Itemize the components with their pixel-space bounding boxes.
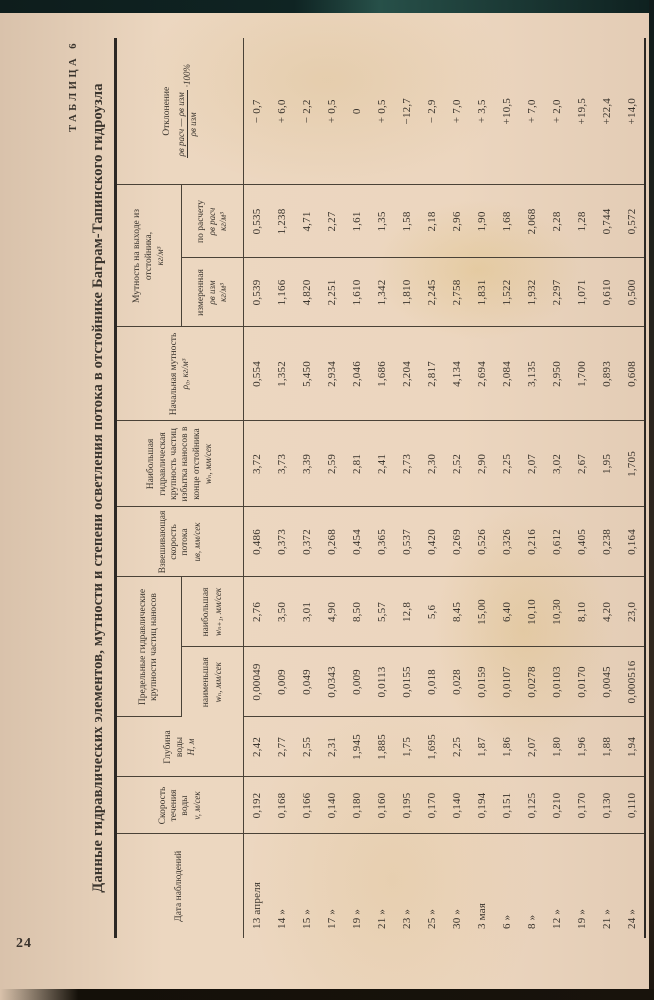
date-cell: 21 » bbox=[600, 908, 613, 929]
header-row-groups bbox=[116, 38, 182, 938]
scan-edge-bottom bbox=[0, 989, 654, 1000]
value-cell: 2,30 bbox=[419, 421, 444, 507]
value-cell: 0,526 bbox=[469, 507, 494, 577]
value-cell: + 3,5 bbox=[469, 38, 494, 185]
value-cell: 2,245 bbox=[419, 258, 444, 327]
value-cell: 1,831 bbox=[469, 258, 494, 327]
col-header-largest-size: наибольшая wₙ₊₁, мм/сек bbox=[182, 577, 244, 647]
value-cell: 0,180 bbox=[344, 777, 369, 834]
value-cell: 1,700 bbox=[569, 327, 594, 421]
value-cell: +14,0 bbox=[619, 38, 645, 185]
table-row bbox=[294, 38, 319, 938]
table-row bbox=[419, 38, 444, 938]
value-cell: 1,705 bbox=[619, 421, 645, 507]
value-cell: 3,72 bbox=[244, 421, 270, 507]
value-cell: 1,94 bbox=[619, 717, 645, 777]
value-cell: + 2,0 bbox=[544, 38, 569, 185]
value-cell: 0,372 bbox=[294, 507, 319, 577]
value-cell: −12,7 bbox=[394, 38, 419, 185]
value-cell: 2,77 bbox=[269, 717, 294, 777]
value-cell: 0,612 bbox=[544, 507, 569, 577]
date-cell: 12 » bbox=[550, 908, 563, 929]
col-group-outflow-turbidity: Мутность на выходе из отстойника, кг/м³ bbox=[116, 185, 182, 327]
value-cell: 2,76 bbox=[244, 577, 270, 647]
value-cell: 1,88 bbox=[594, 717, 619, 777]
value-cell: 2,25 bbox=[494, 421, 519, 507]
value-cell: 1,342 bbox=[369, 258, 394, 327]
value-cell: 0,018 bbox=[419, 647, 444, 717]
value-cell: 2,28 bbox=[544, 185, 569, 258]
value-cell: 3,01 bbox=[294, 577, 319, 647]
date-cell: 19 » bbox=[350, 908, 363, 929]
value-cell: + 7,0 bbox=[444, 38, 469, 185]
value-cell: 1,58 bbox=[394, 185, 419, 258]
value-cell: 0,537 bbox=[394, 507, 419, 577]
value-cell: 0,539 bbox=[244, 258, 270, 327]
value-cell: 2,950 bbox=[544, 327, 569, 421]
value-cell: 0,0107 bbox=[494, 647, 519, 717]
table-row bbox=[394, 38, 419, 938]
value-cell: 0,160 bbox=[369, 777, 394, 834]
table-row bbox=[269, 38, 294, 938]
value-cell: + 0,5 bbox=[319, 38, 344, 185]
value-cell: 0,170 bbox=[419, 777, 444, 834]
data-table bbox=[114, 38, 646, 938]
value-cell: 0,268 bbox=[319, 507, 344, 577]
value-cell: 3,02 bbox=[544, 421, 569, 507]
value-cell: 15,00 bbox=[469, 577, 494, 647]
value-cell: 0,166 bbox=[294, 777, 319, 834]
value-cell: 0,486 bbox=[244, 507, 270, 577]
value-cell: 2,27 bbox=[319, 185, 344, 258]
value-cell: 0,140 bbox=[444, 777, 469, 834]
date-cell: 24 » bbox=[625, 908, 638, 929]
rotated-table-block bbox=[68, 38, 650, 938]
table-body bbox=[244, 38, 646, 938]
table-row bbox=[519, 38, 544, 938]
table-number-label: ТАБЛИЦА 6 bbox=[68, 40, 79, 132]
value-cell: 0,0113 bbox=[369, 647, 394, 717]
value-cell: 0,608 bbox=[619, 327, 645, 421]
value-cell: 5,57 bbox=[369, 577, 394, 647]
value-cell: 3,39 bbox=[294, 421, 319, 507]
col-header-deviation: Отклонение ρв расч — ρв изм ρв изм ·100% bbox=[116, 38, 244, 185]
table-row bbox=[344, 38, 369, 938]
value-cell: 23,0 bbox=[619, 577, 645, 647]
col-header-max-hydraulic-size: Наибольшая гидравлическая крупность частиц избытка наносов в конце отстойника wₙ, мм/сек bbox=[116, 421, 244, 507]
value-cell: 0,216 bbox=[519, 507, 544, 577]
value-cell: 1,610 bbox=[344, 258, 369, 327]
value-cell: 2,694 bbox=[469, 327, 494, 421]
value-cell: 0,210 bbox=[544, 777, 569, 834]
value-cell: 0,0343 bbox=[319, 647, 344, 717]
value-cell: 5,6 bbox=[419, 577, 444, 647]
value-cell: 1,35 bbox=[369, 185, 394, 258]
table-row bbox=[369, 38, 394, 938]
value-cell: 0,125 bbox=[519, 777, 544, 834]
value-cell: 5,450 bbox=[294, 327, 319, 421]
date-cell: 14 » bbox=[275, 908, 288, 929]
col-header-calculated: по расчету ρв расч кг/м³ bbox=[182, 185, 244, 258]
value-cell: 0,535 bbox=[244, 185, 270, 258]
value-cell: 2,758 bbox=[444, 258, 469, 327]
value-cell: − 0,7 bbox=[244, 38, 270, 185]
value-cell: 2,81 bbox=[344, 421, 369, 507]
table-row bbox=[544, 38, 569, 938]
value-cell: 2,31 bbox=[319, 717, 344, 777]
value-cell: 2,084 bbox=[494, 327, 519, 421]
value-cell: 4,134 bbox=[444, 327, 469, 421]
table-row bbox=[494, 38, 519, 938]
col-header-date: Дата наблюдений bbox=[116, 834, 244, 938]
value-cell: 4,20 bbox=[594, 577, 619, 647]
value-cell: 1,86 bbox=[494, 717, 519, 777]
value-cell: 1,80 bbox=[544, 717, 569, 777]
value-cell: − 2,9 bbox=[419, 38, 444, 185]
date-cell: 25 » bbox=[425, 908, 438, 929]
value-cell: 0,554 bbox=[244, 327, 270, 421]
value-cell: 2,25 bbox=[444, 717, 469, 777]
value-cell: 2,18 bbox=[419, 185, 444, 258]
value-cell: 0,164 bbox=[619, 507, 645, 577]
value-cell: 1,071 bbox=[569, 258, 594, 327]
date-cell: 23 » bbox=[400, 908, 413, 929]
value-cell: 1,28 bbox=[569, 185, 594, 258]
deviation-formula: ρв расч — ρв изм ρв изм ·100% bbox=[175, 64, 198, 157]
value-cell: 2,204 bbox=[394, 327, 419, 421]
value-cell: + 7,0 bbox=[519, 38, 544, 185]
value-cell: 0,049 bbox=[294, 647, 319, 717]
value-cell: 0,151 bbox=[494, 777, 519, 834]
value-cell: 3,73 bbox=[269, 421, 294, 507]
table-title: Данные гидравлических элементов, мутности и степени осветления потока в отстойнике Баграм-Тапинского гидроузла bbox=[90, 83, 106, 893]
value-cell: + 6,0 bbox=[269, 38, 294, 185]
value-cell: 0,610 bbox=[594, 258, 619, 327]
date-cell: 8 » bbox=[525, 914, 538, 929]
table-row bbox=[569, 38, 594, 938]
value-cell: 1,166 bbox=[269, 258, 294, 327]
value-cell: 0,028 bbox=[444, 647, 469, 717]
value-cell: 2,07 bbox=[519, 717, 544, 777]
value-cell: 4,71 bbox=[294, 185, 319, 258]
value-cell: 1,68 bbox=[494, 185, 519, 258]
value-cell: 2,817 bbox=[419, 327, 444, 421]
col-group-limit-sizes: Предельные гидравлические крупности частиц наносов bbox=[116, 577, 182, 717]
value-cell: 1,695 bbox=[419, 717, 444, 777]
value-cell: 0,0155 bbox=[394, 647, 419, 717]
value-cell: 0,130 bbox=[594, 777, 619, 834]
value-cell: 0,326 bbox=[494, 507, 519, 577]
table-row bbox=[619, 38, 645, 938]
date-cell: 17 » bbox=[325, 908, 338, 929]
value-cell: 1,238 bbox=[269, 185, 294, 258]
value-cell: 2,73 bbox=[394, 421, 419, 507]
value-cell: + 0,5 bbox=[369, 38, 394, 185]
scan-edge-top bbox=[0, 0, 654, 13]
value-cell: − 2,2 bbox=[294, 38, 319, 185]
value-cell: 0,0103 bbox=[544, 647, 569, 717]
col-header-velocity: Скорость течения воды v, м/сек bbox=[116, 777, 244, 834]
date-cell: 30 » bbox=[450, 908, 463, 929]
table-header bbox=[116, 38, 244, 938]
value-cell: 2,67 bbox=[569, 421, 594, 507]
value-cell: 1,90 bbox=[469, 185, 494, 258]
value-cell: 2,068 bbox=[519, 185, 544, 258]
value-cell: 2,59 bbox=[319, 421, 344, 507]
value-cell: 0 bbox=[344, 38, 369, 185]
value-cell: 12,8 bbox=[394, 577, 419, 647]
value-cell: 0,000516 bbox=[619, 647, 645, 717]
value-cell: 1,95 bbox=[594, 421, 619, 507]
value-cell: 0,192 bbox=[244, 777, 270, 834]
value-cell: 0,572 bbox=[619, 185, 645, 258]
col-header-smallest-size: наименьшая wₙ, мм/сек bbox=[182, 647, 244, 717]
value-cell: 2,96 bbox=[444, 185, 469, 258]
value-cell: 4,90 bbox=[319, 577, 344, 647]
table-row bbox=[244, 38, 270, 938]
value-cell: 0,744 bbox=[594, 185, 619, 258]
table-row bbox=[319, 38, 344, 938]
value-cell: +19,5 bbox=[569, 38, 594, 185]
date-cell: 6 » bbox=[500, 914, 513, 929]
page-number: 24 bbox=[16, 936, 32, 951]
value-cell: 2,55 bbox=[294, 717, 319, 777]
col-header-depth: Глубина воды Н, м bbox=[116, 717, 244, 777]
value-cell: 2,046 bbox=[344, 327, 369, 421]
value-cell: 0,454 bbox=[344, 507, 369, 577]
value-cell: 2,251 bbox=[319, 258, 344, 327]
value-cell: 10,10 bbox=[519, 577, 544, 647]
table-row bbox=[469, 38, 494, 938]
value-cell: 0,009 bbox=[344, 647, 369, 717]
value-cell: +10,5 bbox=[494, 38, 519, 185]
value-cell: 0,420 bbox=[419, 507, 444, 577]
date-cell: 19 » bbox=[575, 908, 588, 929]
value-cell: 0,140 bbox=[319, 777, 344, 834]
value-cell: 1,352 bbox=[269, 327, 294, 421]
value-cell: 0,170 bbox=[569, 777, 594, 834]
value-cell: 8,45 bbox=[444, 577, 469, 647]
value-cell: 0,110 bbox=[619, 777, 645, 834]
value-cell: 0,168 bbox=[269, 777, 294, 834]
value-cell: 0,238 bbox=[594, 507, 619, 577]
value-cell: 0,373 bbox=[269, 507, 294, 577]
date-cell: 21 » bbox=[375, 908, 388, 929]
value-cell: 0,365 bbox=[369, 507, 394, 577]
table-row bbox=[594, 38, 619, 938]
value-cell: 1,96 bbox=[569, 717, 594, 777]
date-cell: 13 апреля bbox=[250, 881, 263, 929]
col-header-initial-turbidity: Начальная мутность ρ₀, кг/м³ bbox=[116, 327, 244, 421]
value-cell: 2,52 bbox=[444, 421, 469, 507]
col-header-suspending-velocity: Взвешивающая скорость потока uв, мм/сек bbox=[116, 507, 244, 577]
value-cell: 0,0170 bbox=[569, 647, 594, 717]
value-cell: 8,50 bbox=[344, 577, 369, 647]
value-cell: 0,009 bbox=[269, 647, 294, 717]
value-cell: 10,30 bbox=[544, 577, 569, 647]
table-row bbox=[444, 38, 469, 938]
value-cell: 1,885 bbox=[369, 717, 394, 777]
value-cell: 2,42 bbox=[244, 717, 270, 777]
value-cell: 0,195 bbox=[394, 777, 419, 834]
value-cell: 0,269 bbox=[444, 507, 469, 577]
scan-edge-right bbox=[649, 0, 654, 1000]
value-cell: 3,135 bbox=[519, 327, 544, 421]
value-cell: +22,4 bbox=[594, 38, 619, 185]
value-cell: 1,932 bbox=[519, 258, 544, 327]
date-cell: 15 » bbox=[300, 908, 313, 929]
value-cell: 1,945 bbox=[344, 717, 369, 777]
value-cell: 0,0045 bbox=[594, 647, 619, 717]
value-cell: 1,686 bbox=[369, 327, 394, 421]
value-cell: 2,297 bbox=[544, 258, 569, 327]
value-cell: 8,10 bbox=[569, 577, 594, 647]
value-cell: 4,820 bbox=[294, 258, 319, 327]
value-cell: 0,405 bbox=[569, 507, 594, 577]
value-cell: 0,194 bbox=[469, 777, 494, 834]
value-cell: 2,41 bbox=[369, 421, 394, 507]
date-cell: 3 мая bbox=[475, 902, 488, 929]
value-cell: 2,934 bbox=[319, 327, 344, 421]
value-cell: 0,500 bbox=[619, 258, 645, 327]
value-cell: 2,07 bbox=[519, 421, 544, 507]
col-header-measured: измеренная ρв изм кг/м³ bbox=[182, 258, 244, 327]
value-cell: 3,50 bbox=[269, 577, 294, 647]
value-cell: 0,00049 bbox=[244, 647, 270, 717]
value-cell: 0,893 bbox=[594, 327, 619, 421]
value-cell: 1,522 bbox=[494, 258, 519, 327]
value-cell: 2,90 bbox=[469, 421, 494, 507]
value-cell: 1,810 bbox=[394, 258, 419, 327]
value-cell: 6,40 bbox=[494, 577, 519, 647]
value-cell: 0,0278 bbox=[519, 647, 544, 717]
value-cell: 1,61 bbox=[344, 185, 369, 258]
value-cell: 1,87 bbox=[469, 717, 494, 777]
value-cell: 0,0159 bbox=[469, 647, 494, 717]
value-cell: 1,75 bbox=[394, 717, 419, 777]
